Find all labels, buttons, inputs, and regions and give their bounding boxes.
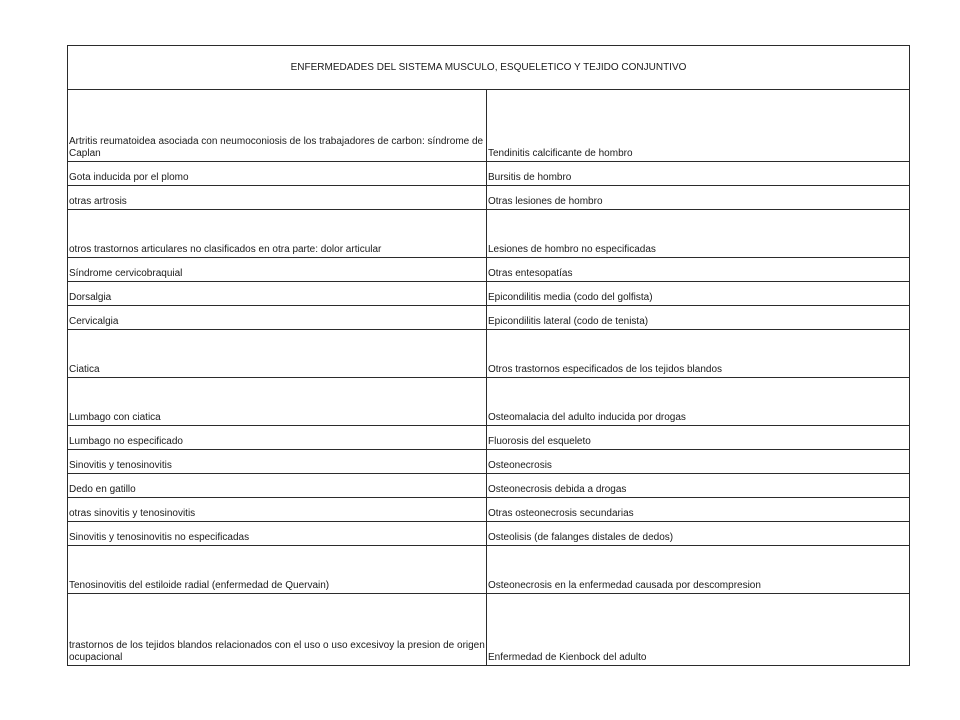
- table-cell-left: otras artrosis: [68, 186, 487, 210]
- table-row: [68, 162, 910, 186]
- table-row: [68, 498, 910, 522]
- table-title: ENFERMEDADES DEL SISTEMA MUSCULO, ESQUELETICO Y TEJIDO CONJUNTIVO: [68, 46, 910, 90]
- table-cell-left: Síndrome cervicobraquial: [68, 258, 487, 282]
- table-row: [68, 378, 910, 426]
- table-cell-left: trastornos de los tejidos blandos relacionados con el uso o uso excesivoy la presion de origen ocupacional: [68, 594, 487, 666]
- table-cell-left: Dorsalgia: [68, 282, 487, 306]
- table-row: [68, 90, 910, 162]
- table-cell-right: Osteomalacia del adulto inducida por drogas: [487, 378, 910, 426]
- table-cell-right: Otros trastornos especificados de los tejidos blandos: [487, 330, 910, 378]
- table-cell-right: Otras lesiones de hombro: [487, 186, 910, 210]
- table-row: [68, 282, 910, 306]
- table-cell-right: Osteonecrosis en la enfermedad causada por descompresion: [487, 546, 910, 594]
- table-cell-right: Bursitis de hombro: [487, 162, 910, 186]
- disease-table: [67, 45, 910, 666]
- table-cell-left: Artritis reumatoidea asociada con neumoconiosis de los trabajadores de carbon: síndrome de Caplan: [68, 90, 487, 162]
- table-cell-right: Fluorosis del esqueleto: [487, 426, 910, 450]
- table-cell-left: Lumbago con ciatica: [68, 378, 487, 426]
- table-cell-left: Sinovitis y tenosinovitis no especificadas: [68, 522, 487, 546]
- table-row: [68, 522, 910, 546]
- table-title-row: [68, 46, 910, 90]
- table-row: [68, 210, 910, 258]
- table-row: [68, 306, 910, 330]
- table-cell-right: Lesiones de hombro no especificadas: [487, 210, 910, 258]
- table-cell-left: otras sinovitis y tenosinovitis: [68, 498, 487, 522]
- table-cell-left: Lumbago no especificado: [68, 426, 487, 450]
- table-cell-right: Otras osteonecrosis secundarias: [487, 498, 910, 522]
- table-row: [68, 186, 910, 210]
- table-cell-left: Ciatica: [68, 330, 487, 378]
- table-cell-right: Osteonecrosis debida a drogas: [487, 474, 910, 498]
- table-cell-left: Sinovitis y tenosinovitis: [68, 450, 487, 474]
- table-row: [68, 546, 910, 594]
- table-cell-left: Cervicalgia: [68, 306, 487, 330]
- table-cell-left: Tenosinovitis del estiloide radial (enfermedad de Quervain): [68, 546, 487, 594]
- table-row: [68, 258, 910, 282]
- table-row: [68, 594, 910, 666]
- table-cell-right: Osteonecrosis: [487, 450, 910, 474]
- table-cell-right: Enfermedad de Kienbock del adulto: [487, 594, 910, 666]
- table-cell-left: otros trastornos articulares no clasificados en otra parte: dolor articular: [68, 210, 487, 258]
- table-cell-right: Epicondilitis lateral (codo de tenista): [487, 306, 910, 330]
- table-cell-right: Tendinitis calcificante de hombro: [487, 90, 910, 162]
- table-row: [68, 426, 910, 450]
- table-cell-right: Epicondilitis media (codo del golfista): [487, 282, 910, 306]
- table-row: [68, 330, 910, 378]
- table-cell-right: Osteolisis (de falanges distales de dedos): [487, 522, 910, 546]
- table-cell-right: Otras entesopatías: [487, 258, 910, 282]
- table-row: [68, 474, 910, 498]
- table-row: [68, 450, 910, 474]
- table-cell-left: Dedo en gatillo: [68, 474, 487, 498]
- table-cell-left: Gota inducida por el plomo: [68, 162, 487, 186]
